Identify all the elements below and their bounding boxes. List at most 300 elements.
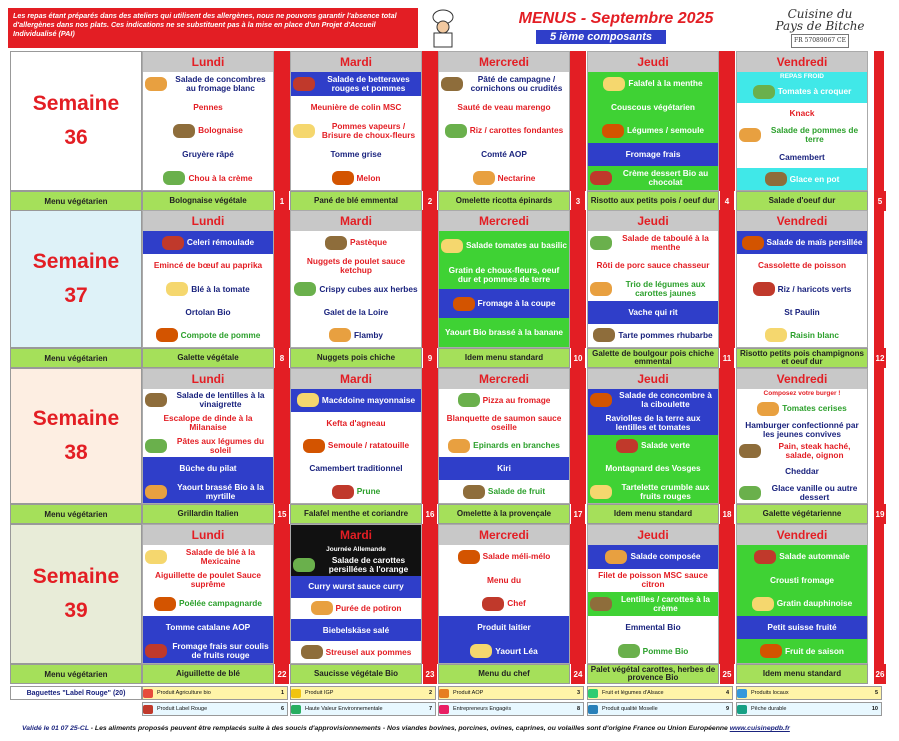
food-photo-icon (145, 485, 167, 499)
menu-item (737, 482, 867, 503)
menu-item-label: Hamburger confectionné par les jeunes convives (745, 419, 859, 439)
legend-number: 7 (428, 706, 432, 712)
menu-item (291, 277, 421, 300)
food-photo-icon (765, 328, 787, 342)
veg-menu-item: Omelette ricotta épinards (438, 191, 570, 211)
menu-item (439, 435, 569, 458)
veg-menu-label: Menu végétarien (10, 348, 142, 368)
food-photo-icon (154, 597, 176, 611)
food-photo-icon (753, 282, 775, 296)
day-number: 10 (571, 348, 585, 368)
day-divider (274, 210, 290, 348)
menu-item-label: Bolognaise (198, 125, 243, 136)
menu-item-label: Salade de maïs persillée (766, 237, 863, 248)
menu-item (291, 301, 421, 324)
veg-menu-label: Menu végétarien (10, 504, 142, 524)
bread-label: Baguettes "Label Rouge" (20) (10, 686, 142, 700)
website-link[interactable]: www.cuisinepdb.fr (729, 725, 790, 732)
menu-item-label: Cheddar (785, 466, 819, 476)
veg-menu-item: Galette végétale (142, 348, 274, 368)
veg-menu-item: Galette de boulgour pois chiche emmental (587, 348, 719, 368)
food-photo-icon (753, 85, 775, 99)
menu-item-label: Comté AOP (481, 149, 527, 160)
menu-item-label: Salade composée (630, 551, 701, 562)
veg-menu-item: Menu du chef (438, 664, 570, 684)
menu-item-label: Raisin blanc (790, 329, 839, 340)
menu-item (588, 480, 718, 503)
menu-item-label: Bûche du pilat (179, 463, 237, 474)
menu-item (439, 166, 569, 190)
legend-item (290, 686, 436, 700)
veg-menu-label: Menu végétarien (10, 664, 142, 684)
menu-item (588, 545, 718, 569)
menu-item (439, 289, 569, 318)
week-word: Semaine (32, 565, 120, 588)
day-divider (570, 51, 586, 191)
menu-item (291, 72, 421, 96)
menu-item-label: Chef (507, 598, 526, 609)
day-column-jeudi (587, 51, 719, 191)
food-photo-icon (163, 171, 185, 185)
legend-number: 5 (874, 690, 878, 696)
chef-icon (418, 8, 468, 48)
menu-item (737, 277, 867, 300)
veg-menu-item: Risotto aux petits pois / oeuf dur (587, 191, 719, 211)
menu-item (291, 119, 421, 143)
week-number: 36 (64, 126, 88, 149)
menu-item-label: Riz / carottes fondantes (469, 125, 564, 136)
day-header: Lundi (143, 525, 273, 545)
veg-menu-item: Grillardin Italien (142, 504, 274, 524)
legend-number: 1 (280, 690, 284, 696)
day-header: Mardi (291, 52, 421, 72)
menu-item (143, 545, 273, 569)
menu-item (737, 639, 867, 663)
menu-item-label: Crousti fromage (769, 574, 835, 585)
menu-item (737, 81, 867, 103)
menu-item (291, 231, 421, 254)
menu-item (588, 435, 718, 458)
menu-item (439, 318, 569, 347)
veg-menu-item: Saucisse végétale Bio (290, 664, 422, 684)
food-photo-icon (593, 328, 615, 342)
day-column-jeudi (587, 210, 719, 348)
day-column-mercredi (438, 51, 570, 191)
day-number: 11 (720, 348, 734, 368)
day-column-mercredi (438, 524, 570, 664)
menu-item-label: Filet de poisson MSC sauce citron (598, 570, 708, 590)
menu-item-label: Glace vanille ou autre dessert (771, 482, 858, 502)
day-column-vendredi (736, 368, 868, 504)
day-divider (422, 524, 438, 664)
menu-item (737, 231, 867, 254)
food-photo-icon (752, 597, 774, 611)
food-photo-icon (458, 393, 480, 407)
day-divider (874, 524, 884, 664)
food-photo-icon (145, 550, 167, 564)
legend-number: 2 (428, 690, 432, 696)
food-photo-icon (605, 550, 627, 564)
menu-item (143, 119, 273, 143)
day-divider (719, 524, 735, 664)
menu-item-label: Salade de taboulé à la menthe (622, 232, 709, 252)
veg-menu-item: Nuggets pois chiche (290, 348, 422, 368)
day-column-mardi (290, 524, 422, 664)
menu-item-label: Prune (356, 486, 381, 497)
menu-item (588, 143, 718, 167)
legend-item (290, 702, 436, 716)
menu-item-label: Crispy cubes aux herbes (319, 283, 418, 294)
legend-label: Haute Valeur Environnementale (305, 706, 383, 712)
day-column-lundi (142, 210, 274, 348)
veg-menu-item: Bolognaise végétale (142, 191, 274, 211)
week-label (10, 51, 142, 191)
legend-label: Fruit et légumes d'Alsace (602, 690, 664, 696)
day-divider (570, 368, 586, 504)
menu-item-label: Yaourt brassé Bio à la myrtille (177, 481, 264, 501)
menu-item (291, 598, 421, 620)
menu-item (737, 419, 867, 440)
menu-item-label: Kiri (497, 463, 511, 474)
day-number: 4 (720, 191, 734, 211)
menu-item-label: Petit suisse fruité (767, 622, 837, 633)
menu-item-label: Produit laitier (477, 622, 531, 633)
label-badge-icon (588, 689, 598, 698)
food-photo-icon (739, 444, 761, 458)
week-number: 38 (64, 441, 88, 464)
menu-item-label: Pizza au fromage (482, 394, 551, 405)
day-divider (874, 368, 884, 504)
menu-item (588, 389, 718, 412)
day-column-mercredi (438, 368, 570, 504)
menu-item (291, 457, 421, 480)
legend-item (736, 686, 882, 700)
day-column-vendredi (736, 51, 868, 191)
menu-item-label: Raviolles de la terre aux lentilles et tomates (605, 413, 701, 433)
menu-item (291, 412, 421, 435)
food-photo-icon (145, 77, 167, 91)
legend-number: 4 (725, 690, 729, 696)
day-divider (874, 51, 884, 191)
menu-item (737, 398, 867, 419)
label-badge-icon (439, 705, 449, 714)
menu-item (737, 440, 867, 461)
menu-item-label: Gratin de choux-fleurs, oeuf dur et pommes de terre (448, 264, 560, 284)
menu-item-label: Pâtes aux légumes du soleil (176, 435, 265, 455)
legend-label: Produit AOP (453, 690, 484, 696)
day-divider (274, 524, 290, 664)
food-photo-icon (303, 439, 325, 453)
menu-item-label: Salade de concombre à la ciboulette (619, 390, 712, 410)
menu-item (439, 639, 569, 663)
page-subtitle: 5 ième composants (536, 30, 666, 44)
menu-item-label: Tomates cerises (782, 403, 847, 413)
menu-item-label: Camembert traditionnel (309, 463, 403, 474)
menu-item-label: Emmental Bio (625, 622, 681, 633)
veg-menu-item: Salade d'oeuf dur (736, 191, 868, 211)
label-badge-icon (588, 705, 598, 714)
menu-item (588, 96, 718, 120)
veg-menu-item: Idem menu standard (736, 664, 868, 684)
menu-item (143, 457, 273, 480)
company-logo (760, 8, 880, 48)
menu-item (737, 592, 867, 616)
menu-item-label: Purée de potiron (335, 602, 402, 613)
menu-item (143, 231, 273, 254)
food-photo-icon (166, 282, 188, 296)
day-divider (719, 51, 735, 191)
menu-item (143, 324, 273, 347)
menu-item-label: Rôti de porc sauce chasseur (596, 260, 710, 271)
menu-item (143, 480, 273, 503)
day-note: REPAS FROID (737, 72, 867, 81)
food-photo-icon (294, 282, 316, 296)
day-column-jeudi (587, 524, 719, 664)
legend-label: Entrepreneurs Engagés (453, 706, 512, 712)
menu-item (588, 592, 718, 616)
menu-item-label: Fromage frais (625, 149, 681, 160)
menu-item-label: Salade de carottes persillées à l'orange (328, 554, 409, 574)
menu-item-label: Salade de concombres au fromage blanc (175, 73, 266, 93)
week-word: Semaine (32, 92, 120, 115)
food-photo-icon (616, 439, 638, 453)
day-number: 2 (423, 191, 437, 211)
legend-number: 9 (725, 706, 729, 712)
day-header: Lundi (143, 369, 273, 389)
menu-item (737, 103, 867, 125)
food-photo-icon (293, 124, 315, 138)
veg-menu-item: Palet végétal carottes, herbes de provence Bio (587, 664, 719, 684)
menu-item-label: Tomme grise (330, 149, 382, 160)
menu-item-label: Lentilles / carottes à la crème (621, 593, 710, 613)
menu-item-label: Fromage à la coupe (477, 298, 556, 308)
menu-item-label: Biebelskäse salé (322, 624, 390, 635)
label-badge-icon (143, 705, 153, 714)
menu-item-label: Salade automnale (779, 551, 850, 562)
food-photo-icon (590, 597, 612, 611)
food-photo-icon (311, 601, 333, 615)
legend-label: Produits locaux (751, 690, 789, 696)
food-photo-icon (590, 171, 612, 185)
food-photo-icon (445, 124, 467, 138)
day-divider (719, 210, 735, 348)
legend-number: 8 (576, 706, 580, 712)
day-note: Composez votre burger ! (763, 390, 841, 397)
day-number: 12 (874, 348, 886, 368)
legend-label: Produit Agriculture bio (157, 690, 211, 696)
food-photo-icon (463, 485, 485, 499)
menu-item (291, 554, 421, 576)
day-header: Mercredi (439, 525, 569, 545)
day-header: Jeudi (588, 369, 718, 389)
day-column-mercredi (438, 210, 570, 348)
menu-item-label: Galet de la Loire (323, 306, 389, 317)
day-column-jeudi (587, 368, 719, 504)
menu-item (588, 616, 718, 640)
day-number: 23 (423, 664, 437, 684)
day-column-lundi (142, 368, 274, 504)
menu-item (737, 569, 867, 593)
menu-item (143, 254, 273, 277)
legend-number: 6 (280, 706, 284, 712)
food-photo-icon (473, 171, 495, 185)
day-header: Vendredi (737, 369, 867, 389)
day-divider (422, 210, 438, 348)
day-divider (570, 524, 586, 664)
food-photo-icon (754, 550, 776, 564)
day-divider (570, 210, 586, 348)
menu-item-label: Tartelette crumble aux fruits rouges (621, 481, 710, 501)
day-header: Vendredi (737, 211, 867, 231)
legend-number: 3 (576, 690, 580, 696)
menu-item (439, 231, 569, 260)
logo-line2: Pays de Bitche (775, 19, 865, 33)
menu-item-label: Salade de pommes de terre (770, 125, 859, 145)
menu-item-label: Knack (789, 108, 815, 119)
food-photo-icon (590, 236, 612, 250)
menu-item-label: Semoule / ratatouille (327, 440, 410, 451)
menu-item (439, 569, 569, 593)
food-photo-icon (742, 236, 764, 250)
food-photo-icon (145, 393, 167, 407)
footer (22, 725, 882, 732)
menu-item (439, 96, 569, 120)
day-number: 19 (874, 504, 886, 524)
menu-item (737, 254, 867, 277)
menu-item (737, 545, 867, 569)
day-header: Mercredi (439, 52, 569, 72)
food-photo-icon (145, 644, 167, 658)
label-badge-icon (291, 705, 301, 714)
menu-item (588, 231, 718, 254)
menu-item-label: Flamby (353, 329, 384, 340)
menu-item-label: Nectarine (497, 172, 536, 183)
menu-item-label: Kefta d'agneau (326, 417, 386, 428)
day-column-lundi (142, 51, 274, 191)
menu-item-label: Escalope de dinde à la Milanaise (163, 413, 253, 433)
menu-item-label: Meunière de colin MSC (310, 101, 402, 112)
menu-item (439, 260, 569, 289)
food-photo-icon (590, 485, 612, 499)
menu-item (143, 301, 273, 324)
day-column-mardi (290, 210, 422, 348)
menu-item (439, 389, 569, 412)
menu-item (439, 480, 569, 503)
day-number: 9 (423, 348, 437, 368)
menu-item-label: Pennes (193, 101, 223, 112)
menu-item (291, 96, 421, 120)
day-column-lundi (142, 524, 274, 664)
day-header: Jeudi (588, 525, 718, 545)
menu-item (737, 125, 867, 147)
menu-item (588, 412, 718, 435)
food-photo-icon (603, 77, 625, 91)
menu-item-label: Couscous végétarien (611, 101, 695, 112)
week-number: 39 (64, 599, 88, 622)
logo-code: FR 57089067 CE (791, 34, 849, 48)
menu-item (291, 480, 421, 503)
veg-menu-item: Galette végétarienne (736, 504, 868, 524)
food-photo-icon (145, 439, 167, 453)
food-photo-icon (482, 597, 504, 611)
veg-menu-label: Menu végétarien (10, 191, 142, 211)
day-note: Journée Allemande (291, 545, 421, 554)
menu-item-label: Pomme Bio (642, 645, 689, 656)
menu-item-label: Epinards en branches (473, 440, 560, 451)
menu-item-label: Blanquette de saumon sauce oseille (446, 413, 562, 433)
food-photo-icon (453, 297, 475, 311)
legend-label: Produit qualité Moselle (602, 706, 658, 712)
day-number: 25 (720, 664, 734, 684)
day-column-mardi (290, 368, 422, 504)
menu-item (291, 166, 421, 190)
food-photo-icon (329, 328, 351, 342)
menu-item (291, 435, 421, 458)
menu-item-label: Compote de pomme (180, 329, 261, 340)
menu-item (439, 545, 569, 569)
food-photo-icon (301, 645, 323, 659)
menu-item-label: Fruit de saison (784, 645, 844, 656)
menu-item-label: Streusel aux pommes (325, 646, 412, 657)
veg-menu-item: Aiguillette de blé (142, 664, 274, 684)
menu-item-label: Menu du (486, 574, 522, 585)
menu-item (588, 301, 718, 324)
menu-item-label: Camembert (779, 151, 825, 162)
week-label (10, 524, 142, 664)
menu-item (588, 324, 718, 347)
menu-item-label: Aiguillette de poulet Sauce suprême (154, 570, 262, 590)
menu-item-label: Salade de fruit (487, 486, 546, 497)
week-word: Semaine (32, 407, 120, 430)
food-photo-icon (293, 558, 315, 572)
menu-item-label: Crème dessert Bio au chocolat (622, 168, 709, 188)
menu-item-label: Yaourt Bio brassé à la banane (444, 327, 564, 337)
food-photo-icon (448, 439, 470, 453)
menu-item (439, 119, 569, 143)
day-number: 18 (720, 504, 734, 524)
food-photo-icon (590, 282, 612, 296)
footer-notice: - Les aliments proposés peuvent être remplacés suite à des soucis d'approvisionnements - Nos viandes bovines, porcines, ovines, caprines, ou volailles sont d'origine France ou Union Européenne (88, 725, 728, 732)
food-photo-icon (441, 239, 463, 253)
menu-item-label: Tomates à croquer (777, 86, 852, 97)
menu-item-label: Trio de légumes aux carottes jaunes (625, 279, 706, 298)
menu-item (588, 457, 718, 480)
day-column-mardi (290, 51, 422, 191)
food-photo-icon (602, 124, 624, 138)
food-photo-icon (739, 486, 761, 500)
logo-line1: Cuisine du (787, 7, 853, 21)
veg-menu-item: Idem menu standard (438, 348, 570, 368)
label-badge-icon (439, 689, 449, 698)
week-word: Semaine (32, 250, 120, 273)
menu-item (291, 143, 421, 167)
day-header: Mardi (291, 525, 421, 545)
legend-label: Produit Label Rouge (157, 706, 208, 712)
veg-menu-item: Risotto petits pois champignons et oeuf dur (736, 348, 868, 368)
menu-item (588, 639, 718, 663)
menu-item-label: Macédoine mayonnaise (321, 394, 416, 405)
menu-item (143, 277, 273, 300)
food-photo-icon (757, 402, 779, 416)
menu-item (143, 616, 273, 640)
menu-item (143, 412, 273, 435)
allergen-notice: Les repas étant préparés dans des ateliers qui utilisent des allergènes, nous ne pouvons garantir l'absence total d'allergènes dans nos plats. Ces indications ne se substituent pas à la mise en place d'un Projet d'Accueil Individualisé (PAI) (8, 8, 418, 48)
veg-menu-item: Falafel menthe et coriandre (290, 504, 422, 524)
day-header: Jeudi (588, 211, 718, 231)
menu-item (291, 641, 421, 663)
week-number: 37 (64, 284, 88, 307)
menu-item-label: Salade tomates au basilic (466, 240, 567, 250)
